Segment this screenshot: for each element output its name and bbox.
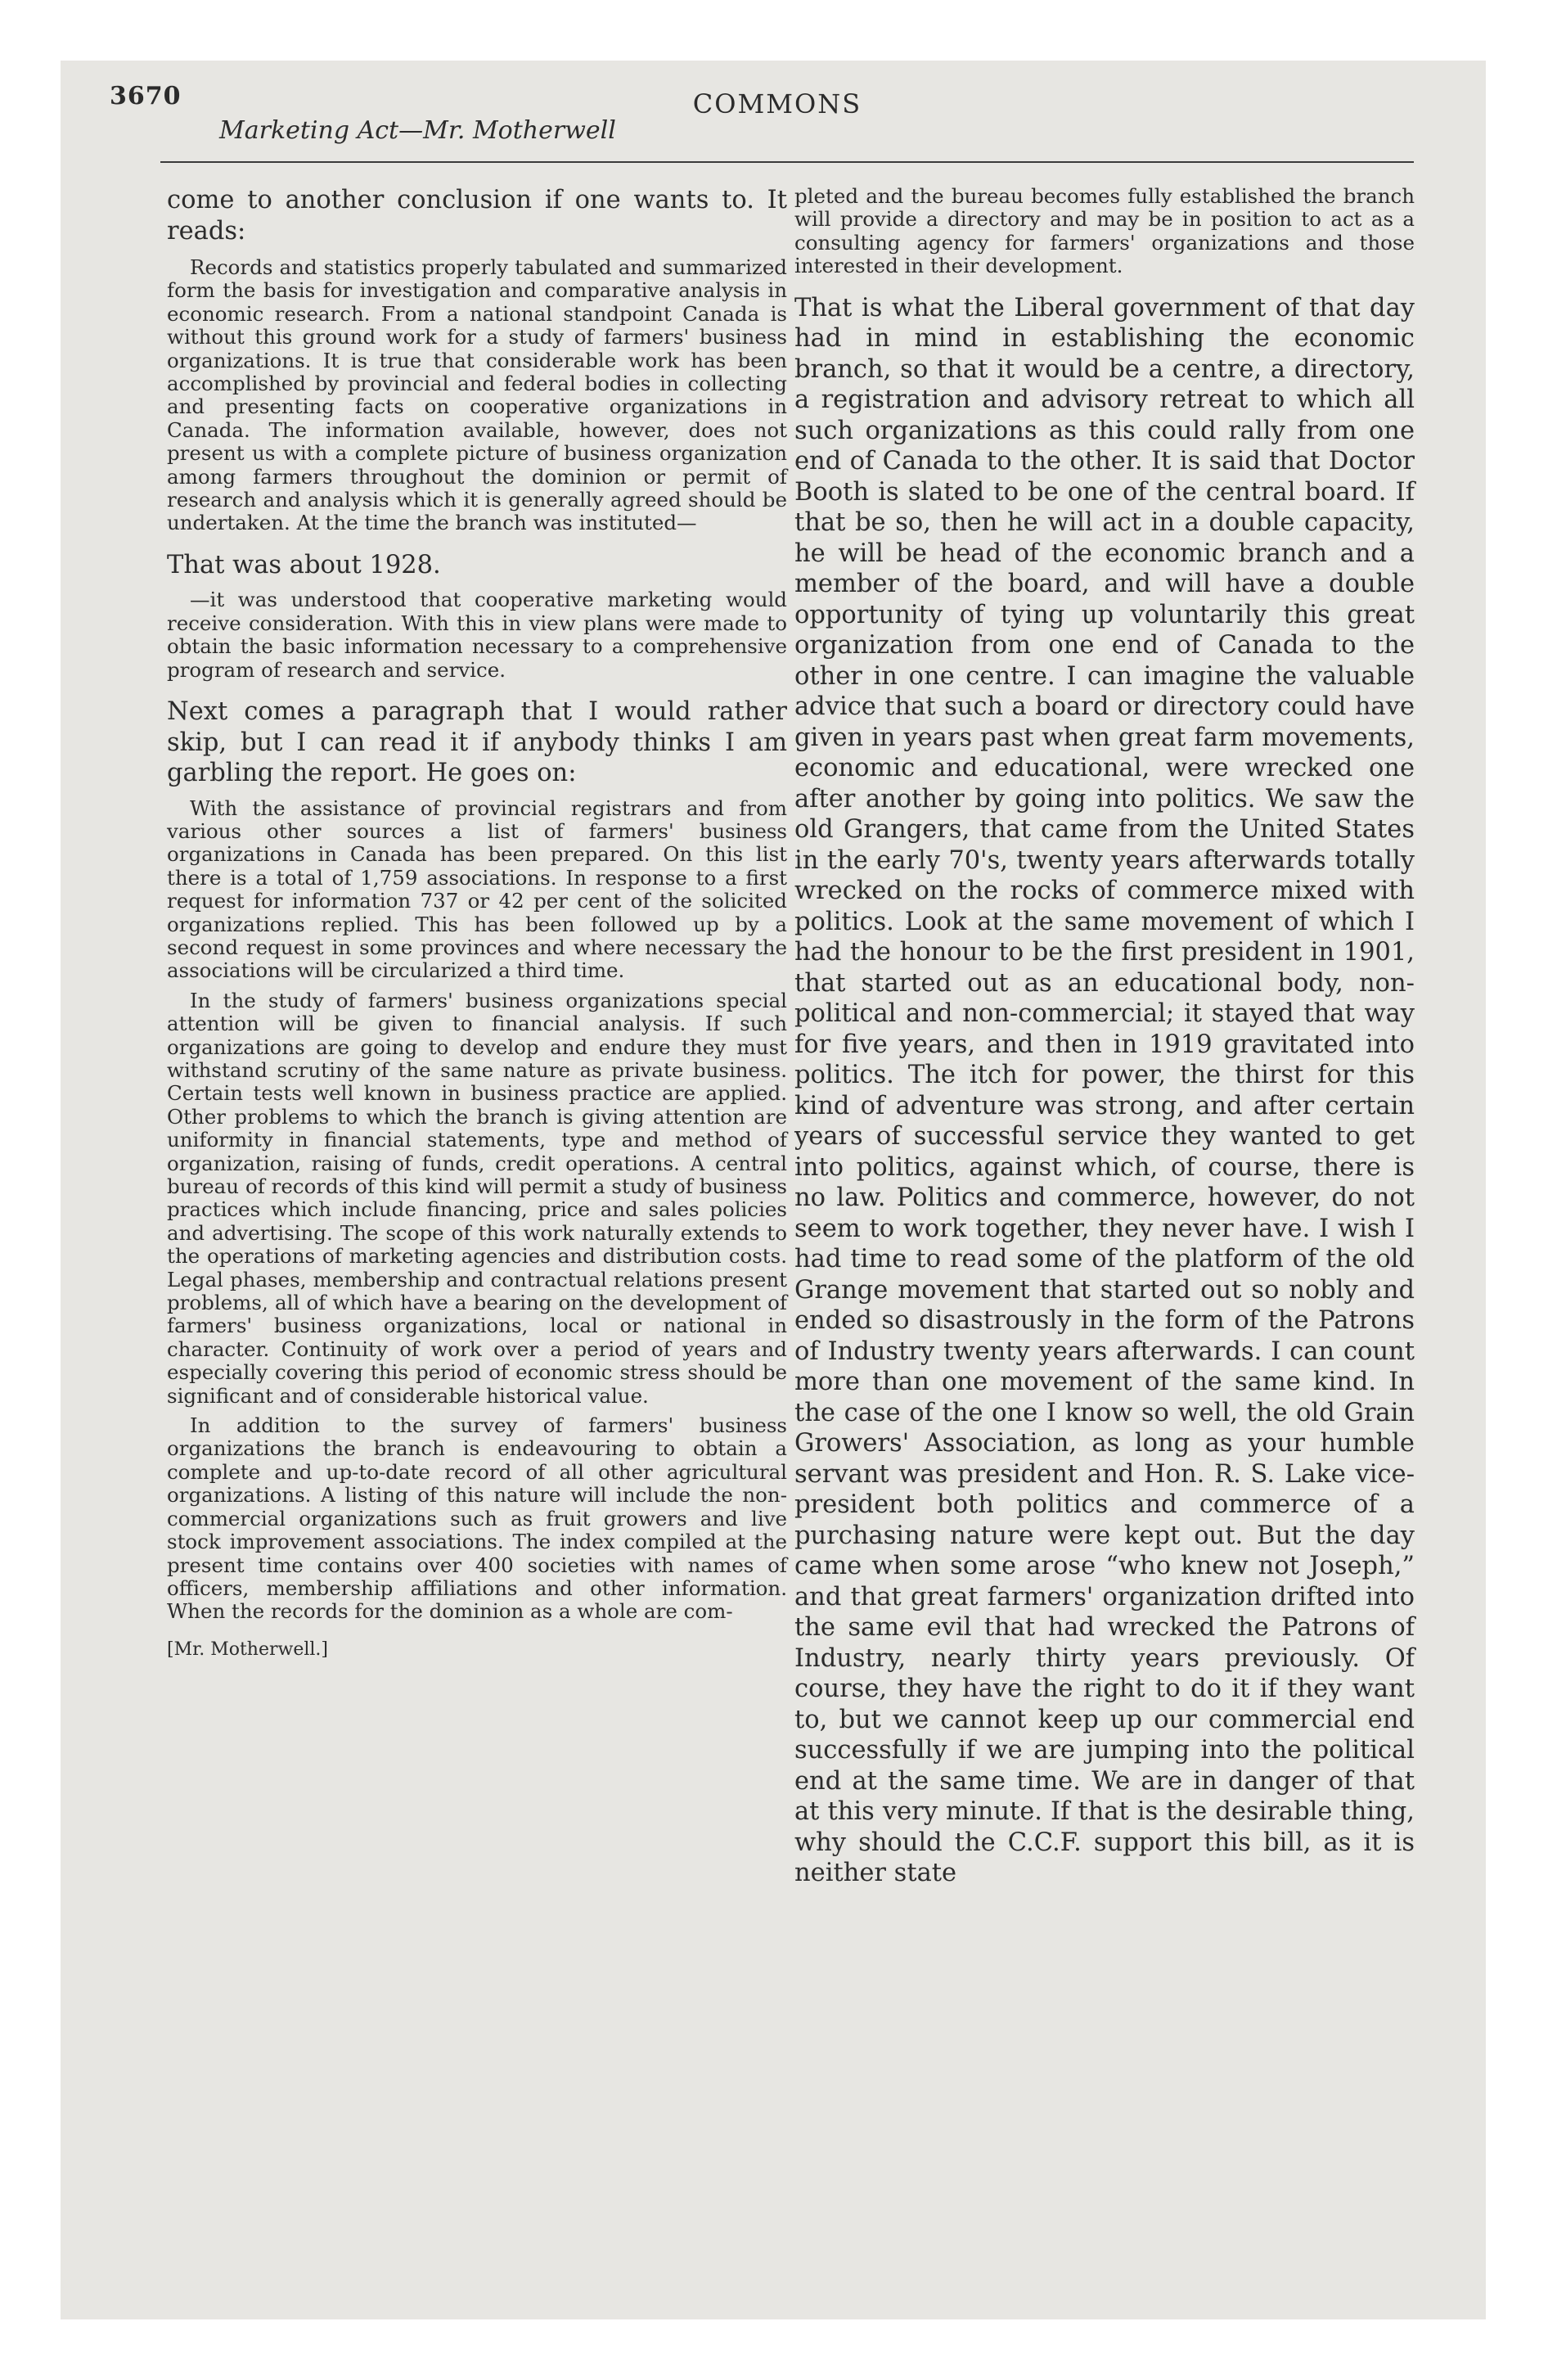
quoted-paragraph: In the study of farmers' business organizations special attention will be given to financial analysis. If such organizations are going to develop and endure they must withstand scrutiny of the same nature as private business. Certain tests well known in business practice are applied. Other problems to which the branch is giving attention are uniformity in financial statements, type and method of organization, raising of funds, credit operations. A central bureau of records of this kind will permit a study of business practices which include financing, price and sales policies and advertising. The scope of this work naturally extends to the operations of marketing agencies and distribution costs. Legal phases, membership and contractual relations present problems, all of which have a bearing on the development of farmers' business organizations, local or national in character. Continuity of work over a period of years and especially covering this period of economic stress should be significant and of considerable historical value. [167,988,787,1408]
running-title: Marketing Act—Mr. Motherwell [219,116,616,145]
quoted-paragraph: Records and statistics properly tabulated and summarized form the basis for investigation and comparative analysis in economic research. From a national standpoint Canada is without this ground work for a study of farmers' business organizations. It is true that considerable work has been accomplished by provincial and federal bodies in collecting and presenting facts on cooperative organizations in Canada. The information available, however, does not present us with a complete picture of business organization among farmers throughout the dominion or permit of research and analysis which it is generally agreed should be undertaken. At the time the branch was instituted— [167,255,787,535]
quoted-paragraph: —it was understood that cooperative marketing would receive consideration. With this in view plans were made to obtain the basic information necessary to a comprehensive program of research and service. [167,588,787,682]
left-column [167,185,787,1661]
body-paragraph: come to another conclusion if one wants to. It reads: [167,186,787,246]
header-rule [160,161,1414,163]
page-number: 3670 [110,82,182,110]
right-column [794,185,1415,1897]
quoted-paragraph: pleted and the bureau becomes fully established the branch will provide a directory and may be in position to act as a consulting agency for farmers' organizations and those interested in their development. [794,184,1415,278]
quoted-paragraph: With the assistance of provincial registrars and from various other sources a list of farmers' business organizations in Canada has been prepared. On this list there is a total of 1,759 associations. In response to a first request for information 737 or 42 per cent of the solicited organizations replied. This has been followed up by a second request in some provinces and where necessary the associations will be circularized a third time. [167,796,787,983]
quoted-paragraph: In addition to the survey of farmers' business organizations the branch is endeavouring to obtain a complete and up-to-date record of all other agricultural organizations. A listing of this nature will include the non-commercial organizations such as fruit growers and live stock improvement associations. The index compiled at the present time contains over 400 societies with names of officers, membership affiliations and other information. When the records for the dominion as a whole are com- [167,1413,787,1624]
speaker-footnote: [Mr. Motherwell.] [167,1639,329,1660]
body-paragraph: That was about 1928. [167,550,441,579]
header-title: COMMONS [692,88,862,119]
body-paragraph: That is what the Liberal government of that day had in mind in establishing the economic branch, so that it would be a centre, a directory, a registration and advisory retreat to which all such organizations as this could rally from one end of Canada to the other. It is said that Doctor Booth is slated to be one of the central board. If that be so, then he will act in a double capacity, he will be head of the economic branch and a member of the board, and will have a double opportunity of tying up voluntarily this great organization from one end of Canada to the other in one centre. I can imagine the valuable advice that such a board or directory could have given in years past when great farm movements, economic and educational, were wrecked one after another by going into politics. We saw the old Grangers, that came from the United States in the early 70's, twenty years afterwards totally wrecked on the rocks of commerce mixed with politics. Look at the same movement of which I had the honour to be the first president in 1901, that started out as an educational body, non-political and non-commercial; it stayed that way for five years, and then in 1919 gravitated into politics. The itch for power, the thirst for this kind of adventure was strong, and after certain years of successful service they wanted to get into politics, against which, of course, there is no law. Politics and commerce, however, do not seem to work together, they never have. I wish I had time to read some of the platform of the old Grange movement that started out so nobly and ended so disastrously in the form of the Patrons of Industry twenty years afterwards. I can count more than one movement of the same kind. In the case of the one I know so well, the old Grain Growers' Association, as long as your humble servant was president and Hon. R. S. Lake vice-president both politics and commerce of a purchasing nature were kept out. But the day came when some arose “who knew not Joseph,” and that great farmers' organization drifted into the same evil that had wrecked the Patrons of Industry, nearly thirty years previously. Of course, they have the right to do it if they want to, but we cannot keep up our commercial end successfully if we are jumping into the political end at the same time. We are in danger of that at this very minute. If that is the desirable thing, why should the C.C.F. support this bill, as it is neither state [794,293,1415,1888]
body-paragraph: Next comes a paragraph that I would rather skip, but I can read it if anybody thinks I am garbling the report. He goes on: [167,697,787,787]
